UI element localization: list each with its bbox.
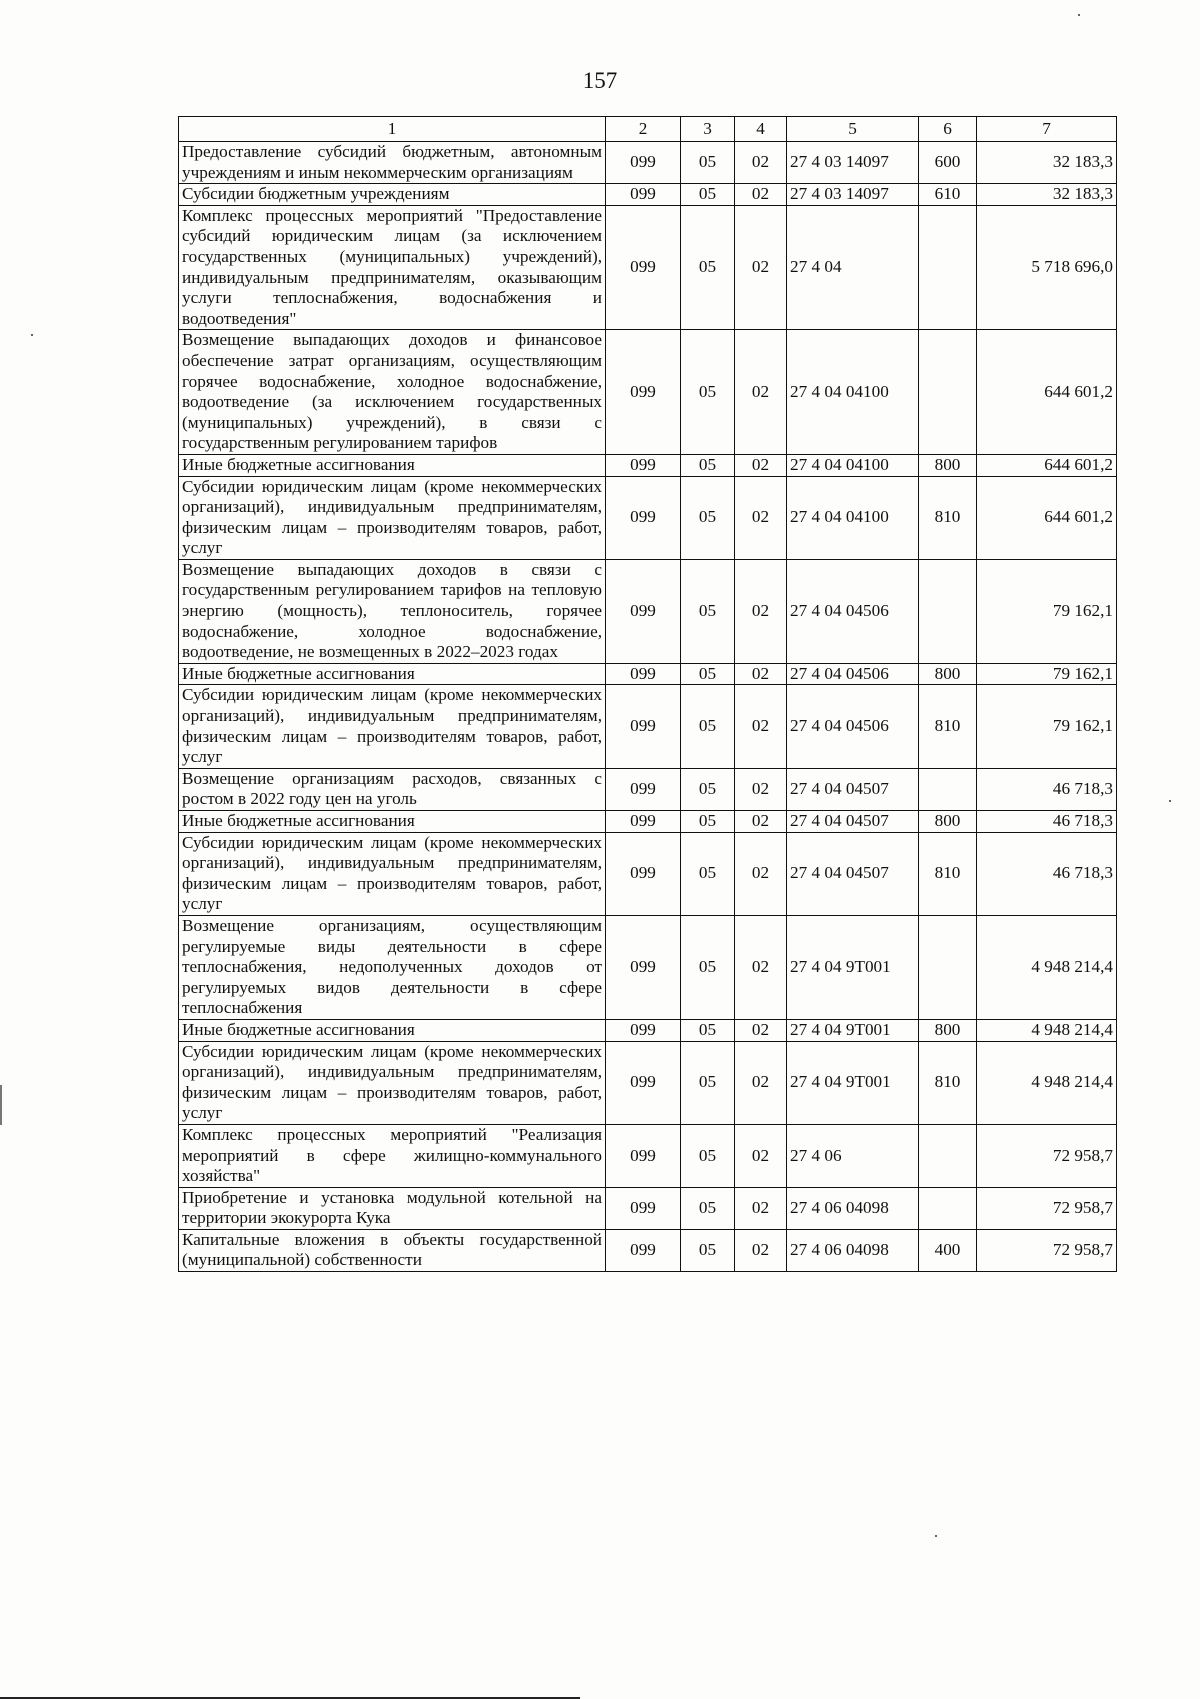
header-row: [179, 117, 1117, 142]
expense-type-cell: [919, 1124, 977, 1187]
header-cell: 3: [681, 117, 735, 142]
table-row: [179, 184, 1117, 206]
header-cell: 5: [787, 117, 919, 142]
amount-cell: 79 162,1: [977, 685, 1117, 768]
description-cell: Возмещение выпадающих доходов и финансовое обеспечение затрат организациям, осуществляющим горячее водоснабжение, холодное водоснабжение, водоотведение (за исключением государственных (муниципальных) учреждений), в связи с государственным регулированием тарифов: [179, 330, 606, 455]
ministry-code-cell: 099: [606, 205, 681, 330]
subsection-code-cell: 02: [735, 559, 787, 663]
subsection-code-cell: 02: [735, 1041, 787, 1124]
expense-type-cell: [919, 205, 977, 330]
ministry-code-cell: 099: [606, 832, 681, 915]
section-code-cell: 05: [681, 685, 735, 768]
expense-type-cell: 600: [919, 142, 977, 184]
table-row: [179, 454, 1117, 476]
target-article-cell: 27 4 04 04100: [787, 454, 919, 476]
section-code-cell: 05: [681, 811, 735, 833]
table-row: [179, 915, 1117, 1019]
expense-type-cell: 810: [919, 832, 977, 915]
section-code-cell: 05: [681, 915, 735, 1019]
amount-cell: 4 948 214,4: [977, 1041, 1117, 1124]
subsection-code-cell: 02: [735, 476, 787, 559]
description-cell: Субсидии юридическим лицам (кроме некоммерческих организаций), индивидуальным предпринимателям, физическим лицам – производителям товаров, работ, услуг: [179, 1041, 606, 1124]
expense-type-cell: [919, 559, 977, 663]
expense-type-cell: [919, 768, 977, 810]
header-cell: 4: [735, 117, 787, 142]
ministry-code-cell: 099: [606, 1041, 681, 1124]
amount-cell: 5 718 696,0: [977, 205, 1117, 330]
ministry-code-cell: 099: [606, 184, 681, 206]
subsection-code-cell: 02: [735, 685, 787, 768]
expense-type-cell: 800: [919, 1019, 977, 1041]
amount-cell: 32 183,3: [977, 184, 1117, 206]
section-code-cell: 05: [681, 1019, 735, 1041]
ministry-code-cell: 099: [606, 1124, 681, 1187]
section-code-cell: 05: [681, 1041, 735, 1124]
subsection-code-cell: 02: [735, 1019, 787, 1041]
amount-cell: 79 162,1: [977, 663, 1117, 685]
section-code-cell: 05: [681, 1124, 735, 1187]
ministry-code-cell: 099: [606, 768, 681, 810]
table-row: [179, 476, 1117, 559]
target-article-cell: 27 4 06 04098: [787, 1187, 919, 1229]
description-cell: Субсидии юридическим лицам (кроме некоммерческих организаций), индивидуальным предпринимателям, физическим лицам – производителям товаров, работ, услуг: [179, 476, 606, 559]
amount-cell: 72 958,7: [977, 1187, 1117, 1229]
page-number: 157: [582, 68, 618, 93]
section-code-cell: 05: [681, 1229, 735, 1271]
description-cell: Субсидии юридическим лицам (кроме некоммерческих организаций), индивидуальным предпринимателям, физическим лицам – производителям товаров, работ, услуг: [179, 832, 606, 915]
target-article-cell: 27 4 04: [787, 205, 919, 330]
description-cell: Возмещение организациям, осуществляющим регулируемые виды деятельности в сфере теплоснабжения, недополученных доходов от регулируемых видов деятельности в сфере теплоснабжения: [179, 915, 606, 1019]
section-code-cell: 05: [681, 663, 735, 685]
subsection-code-cell: 02: [735, 663, 787, 685]
ministry-code-cell: 099: [606, 1229, 681, 1271]
description-cell: Возмещение выпадающих доходов в связи с государственным регулированием тарифов на тепловую энергию (мощность), теплоноситель, горячее водоснабжение, холодное водоснабжение, водоотведение, не возмещенных в 2022–2023 годах: [179, 559, 606, 663]
expense-type-cell: [919, 330, 977, 455]
amount-cell: 46 718,3: [977, 811, 1117, 833]
expense-type-cell: 810: [919, 476, 977, 559]
amount-cell: 4 948 214,4: [977, 1019, 1117, 1041]
description-cell: Приобретение и установка модульной котельной на территории экокурорта Кука: [179, 1187, 606, 1229]
section-code-cell: 05: [681, 476, 735, 559]
ministry-code-cell: 099: [606, 559, 681, 663]
target-article-cell: 27 4 04 04100: [787, 476, 919, 559]
amount-cell: 72 958,7: [977, 1124, 1117, 1187]
section-code-cell: 05: [681, 454, 735, 476]
target-article-cell: 27 4 03 14097: [787, 142, 919, 184]
expense-type-cell: 810: [919, 1041, 977, 1124]
subsection-code-cell: 02: [735, 768, 787, 810]
subsection-code-cell: 02: [735, 1124, 787, 1187]
table-row: [179, 685, 1117, 768]
description-cell: Субсидии бюджетным учреждениям: [179, 184, 606, 206]
header-cell: 1: [179, 117, 606, 142]
target-article-cell: 27 4 04 04507: [787, 768, 919, 810]
subsection-code-cell: 02: [735, 1229, 787, 1271]
table-row: [179, 1041, 1117, 1124]
table-row: [179, 1019, 1117, 1041]
expense-type-cell: 400: [919, 1229, 977, 1271]
expense-type-cell: [919, 1187, 977, 1229]
section-code-cell: 05: [681, 832, 735, 915]
subsection-code-cell: 02: [735, 330, 787, 455]
section-code-cell: 05: [681, 559, 735, 663]
description-cell: Иные бюджетные ассигнования: [179, 454, 606, 476]
section-code-cell: 05: [681, 142, 735, 184]
table-row: [179, 1187, 1117, 1229]
ministry-code-cell: 099: [606, 1019, 681, 1041]
description-cell: Иные бюджетные ассигнования: [179, 663, 606, 685]
subsection-code-cell: 02: [735, 205, 787, 330]
amount-cell: 4 948 214,4: [977, 915, 1117, 1019]
expense-type-cell: 800: [919, 663, 977, 685]
table-body: [179, 142, 1117, 1272]
amount-cell: 644 601,2: [977, 454, 1117, 476]
target-article-cell: 27 4 04 9Т001: [787, 1019, 919, 1041]
table-row: [179, 832, 1117, 915]
speck: [31, 334, 33, 336]
target-article-cell: 27 4 04 04506: [787, 559, 919, 663]
expense-type-cell: 810: [919, 685, 977, 768]
section-code-cell: 05: [681, 330, 735, 455]
table-row: [179, 142, 1117, 184]
header-cell: 2: [606, 117, 681, 142]
table-row: [179, 1124, 1117, 1187]
table-row: [179, 1229, 1117, 1271]
target-article-cell: 27 4 04 04506: [787, 663, 919, 685]
target-article-cell: 27 4 03 14097: [787, 184, 919, 206]
expense-type-cell: 610: [919, 184, 977, 206]
table-row: [179, 768, 1117, 810]
amount-cell: 79 162,1: [977, 559, 1117, 663]
amount-cell: 32 183,3: [977, 142, 1117, 184]
scan-border-left: [0, 1085, 2, 1125]
subsection-code-cell: 02: [735, 184, 787, 206]
description-cell: Комплекс процессных мероприятий "Предоставление субсидий юридическим лицам (за исключением государственных (муниципальных) учреждений), индивидуальным предпринимателям, оказывающим услуги теплоснабжения, водоснабжения и водоотведения": [179, 205, 606, 330]
amount-cell: 644 601,2: [977, 476, 1117, 559]
description-cell: Иные бюджетные ассигнования: [179, 811, 606, 833]
subsection-code-cell: 02: [735, 811, 787, 833]
expense-type-cell: 800: [919, 811, 977, 833]
subsection-code-cell: 02: [735, 832, 787, 915]
table-row: [179, 205, 1117, 330]
section-code-cell: 05: [681, 205, 735, 330]
ministry-code-cell: 099: [606, 454, 681, 476]
expense-type-cell: [919, 915, 977, 1019]
section-code-cell: 05: [681, 1187, 735, 1229]
table-row: [179, 559, 1117, 663]
expense-type-cell: 800: [919, 454, 977, 476]
speck: [1078, 14, 1080, 16]
target-article-cell: 27 4 04 04507: [787, 811, 919, 833]
ministry-code-cell: 099: [606, 1187, 681, 1229]
description-cell: Комплекс процессных мероприятий "Реализация мероприятий в сфере жилищно-коммунального хозяйства": [179, 1124, 606, 1187]
target-article-cell: 27 4 04 04507: [787, 832, 919, 915]
speck: [1169, 800, 1171, 802]
amount-cell: 46 718,3: [977, 768, 1117, 810]
ministry-code-cell: 099: [606, 663, 681, 685]
header-cell: 6: [919, 117, 977, 142]
speck: [935, 1535, 937, 1537]
ministry-code-cell: 099: [606, 685, 681, 768]
subsection-code-cell: 02: [735, 454, 787, 476]
target-article-cell: 27 4 04 04100: [787, 330, 919, 455]
table-row: [179, 663, 1117, 685]
amount-cell: 72 958,7: [977, 1229, 1117, 1271]
section-code-cell: 05: [681, 768, 735, 810]
amount-cell: 46 718,3: [977, 832, 1117, 915]
description-cell: Субсидии юридическим лицам (кроме некоммерческих организаций), индивидуальным предпринимателям, физическим лицам – производителям товаров, работ, услуг: [179, 685, 606, 768]
ministry-code-cell: 099: [606, 476, 681, 559]
target-article-cell: 27 4 04 9Т001: [787, 915, 919, 1019]
table-row: [179, 811, 1117, 833]
amount-cell: 644 601,2: [977, 330, 1117, 455]
ministry-code-cell: 099: [606, 915, 681, 1019]
subsection-code-cell: 02: [735, 915, 787, 1019]
table-row: [179, 330, 1117, 455]
target-article-cell: 27 4 04 9Т001: [787, 1041, 919, 1124]
target-article-cell: 27 4 06 04098: [787, 1229, 919, 1271]
description-cell: Капитальные вложения в объекты государственной (муниципальной) собственности: [179, 1229, 606, 1271]
ministry-code-cell: 099: [606, 142, 681, 184]
description-cell: Возмещение организациям расходов, связанных с ростом в 2022 году цен на уголь: [179, 768, 606, 810]
subsection-code-cell: 02: [735, 1187, 787, 1229]
budget-table: [178, 116, 1117, 1272]
description-cell: Иные бюджетные ассигнования: [179, 1019, 606, 1041]
subsection-code-cell: 02: [735, 142, 787, 184]
ministry-code-cell: 099: [606, 811, 681, 833]
ministry-code-cell: 099: [606, 330, 681, 455]
target-article-cell: 27 4 04 04506: [787, 685, 919, 768]
header-cell: 7: [977, 117, 1117, 142]
section-code-cell: 05: [681, 184, 735, 206]
target-article-cell: 27 4 06: [787, 1124, 919, 1187]
description-cell: Предоставление субсидий бюджетным, автономным учреждениям и иным некоммерческим организациям: [179, 142, 606, 184]
